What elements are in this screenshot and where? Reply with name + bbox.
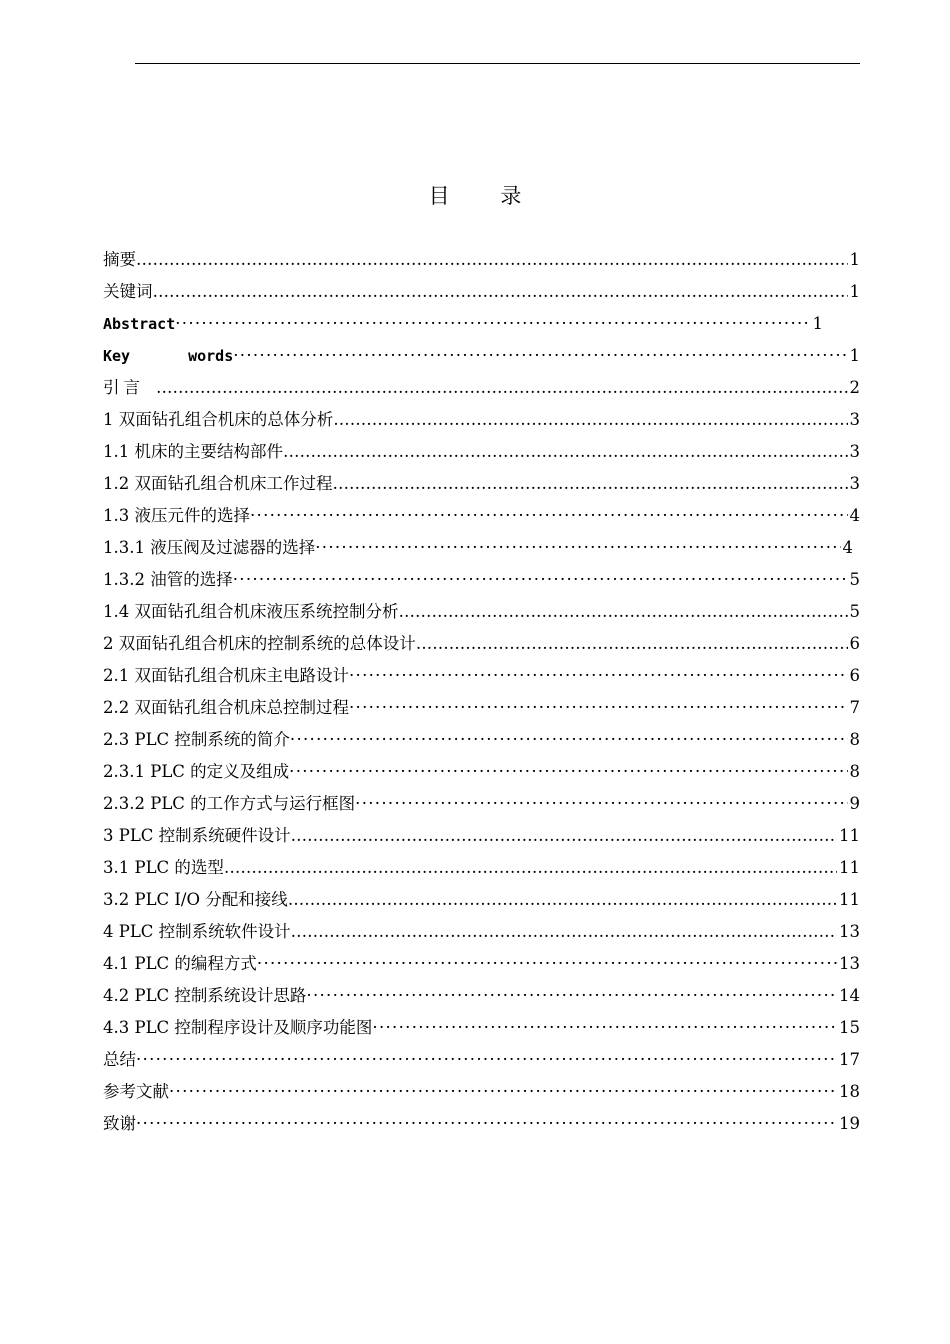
toc-entry-text: 4 PLC 控制系统软件设计 (103, 922, 291, 941)
toc-leader (233, 340, 847, 372)
toc-entry[interactable] (103, 308, 823, 340)
toc-leader (250, 500, 848, 532)
toc-leader (349, 692, 848, 724)
toc-page-number: 8 (849, 730, 860, 749)
toc-page-number: 14 (839, 986, 860, 1005)
toc-entry[interactable] (103, 372, 860, 404)
toc-entry[interactable] (103, 916, 860, 948)
toc-page-number: 4 (842, 538, 853, 557)
toc-leader (306, 980, 837, 1012)
toc-entry[interactable] (103, 436, 860, 468)
toc-leader (291, 916, 837, 948)
toc-page-number: 7 (849, 698, 860, 717)
toc-leader (153, 276, 848, 308)
toc-page-number: 9 (849, 794, 860, 813)
toc-leader (333, 468, 848, 500)
toc-entry-text: 引言 (103, 378, 144, 397)
toc-entry[interactable] (103, 564, 860, 596)
toc-page-number: 1 (849, 282, 860, 301)
toc-leader (288, 884, 837, 916)
toc-leader (136, 244, 848, 276)
toc-entry[interactable] (103, 468, 860, 500)
toc-entry-text: 2.2 双面钻孔组合机床总控制过程 (103, 698, 349, 717)
toc-entry[interactable] (103, 852, 860, 884)
toc-entry-text: 1.3.2 油管的选择 (103, 570, 233, 589)
toc-entry-text: 致谢 (103, 1114, 136, 1133)
table-of-contents (103, 244, 860, 1140)
toc-leader (224, 852, 837, 884)
toc-leader (289, 756, 847, 788)
toc-entry-text: 2.3.2 PLC 的工作方式与运行框图 (103, 794, 356, 813)
toc-leader (315, 532, 840, 564)
toc-page-number: 13 (839, 954, 860, 973)
toc-page-number: 2 (849, 378, 860, 397)
toc-leader (257, 948, 837, 980)
toc-page-number: 1 (812, 314, 823, 333)
toc-leader (136, 1108, 837, 1140)
toc-page-number: 6 (849, 634, 860, 653)
toc-entry-text: 1.3 液压元件的选择 (103, 506, 250, 525)
toc-leader (175, 308, 810, 340)
toc-page-number: 11 (839, 858, 860, 877)
toc-entry-text: 摘要 (103, 250, 136, 269)
toc-entry-text: Abstract (103, 315, 176, 333)
toc-entry[interactable] (103, 276, 860, 308)
toc-page-number: 19 (839, 1114, 860, 1133)
toc-entry-text: 1.3.1 液压阀及过滤器的选择 (103, 538, 316, 557)
toc-entry-text: 2 双面钻孔组合机床的控制系统的总体设计 (103, 634, 416, 653)
toc-page-number: 3 (849, 474, 860, 493)
toc-leader (399, 596, 848, 628)
toc-entry-text: 3.1 PLC 的选型 (103, 858, 224, 877)
toc-leader (349, 660, 848, 692)
toc-leader (372, 1012, 837, 1044)
toc-entry-text-part: words (188, 347, 234, 365)
toc-entry[interactable] (103, 596, 860, 628)
toc-entry[interactable] (103, 820, 860, 852)
toc-page-number: 17 (839, 1050, 860, 1069)
toc-entry-text: 2.1 双面钻孔组合机床主电路设计 (103, 666, 349, 685)
toc-entry-text: 1 双面钻孔组合机床的总体分析 (103, 410, 334, 429)
toc-entry-text: 2.3.1 PLC 的定义及组成 (103, 762, 290, 781)
toc-entry-text-part: Key (103, 347, 131, 365)
toc-entry-text: 参考文献 (103, 1082, 169, 1101)
toc-entry[interactable] (103, 1012, 860, 1044)
toc-entry[interactable] (103, 404, 860, 436)
toc-entry-text: 4.3 PLC 控制程序设计及顺序功能图 (103, 1018, 373, 1037)
toc-entry-text: 4.2 PLC 控制系统设计思路 (103, 986, 307, 1005)
toc-entry-text: 1.2 双面钻孔组合机床工作过程 (103, 474, 333, 493)
toc-page-number: 11 (839, 826, 860, 845)
toc-entry[interactable] (103, 500, 860, 532)
toc-entry[interactable] (103, 628, 860, 660)
toc-page-number: 3 (849, 410, 860, 429)
toc-entry[interactable] (103, 660, 860, 692)
toc-entry[interactable] (103, 1108, 860, 1140)
toc-page-number: 3 (849, 442, 860, 461)
toc-leader (333, 404, 847, 436)
toc-leader (233, 564, 848, 596)
toc-leader (283, 436, 848, 468)
toc-entry[interactable] (103, 724, 860, 756)
toc-entry[interactable] (103, 948, 860, 980)
toc-leader (290, 724, 848, 756)
toc-entry[interactable] (103, 244, 860, 276)
toc-page-number: 1 (849, 346, 860, 365)
toc-entry-text: 1.1 机床的主要结构部件 (103, 442, 283, 461)
toc-leader (416, 628, 848, 660)
toc-leader (156, 372, 848, 404)
toc-page-number: 5 (849, 602, 860, 621)
toc-page-number: 15 (839, 1018, 860, 1037)
toc-entry[interactable] (103, 532, 853, 564)
toc-leader (136, 1044, 837, 1076)
toc-entry[interactable] (103, 884, 860, 916)
toc-entry-text: 3.2 PLC I/O 分配和接线 (103, 890, 288, 909)
toc-leader (291, 820, 837, 852)
toc-entry-text: 2.3 PLC 控制系统的简介 (103, 730, 290, 749)
toc-page-number: 13 (839, 922, 860, 941)
toc-page-number: 6 (849, 666, 860, 685)
toc-leader (169, 1076, 837, 1108)
toc-entry[interactable] (103, 1044, 860, 1076)
toc-entry-text: 4.1 PLC 的编程方式 (103, 954, 257, 973)
toc-entry-text: 1.4 双面钻孔组合机床液压系统控制分析 (103, 602, 399, 621)
toc-entry[interactable] (103, 980, 860, 1012)
header-rule (135, 63, 860, 64)
toc-leader (355, 788, 847, 820)
toc-entry-text: 总结 (103, 1050, 136, 1069)
toc-page-number: 11 (839, 890, 860, 909)
toc-entry[interactable] (103, 692, 860, 724)
toc-entry[interactable] (103, 340, 860, 372)
toc-page-number: 1 (849, 250, 860, 269)
toc-entry[interactable] (103, 1076, 860, 1108)
toc-page-number: 5 (849, 570, 860, 589)
toc-entry[interactable] (103, 756, 860, 788)
toc-page-number: 4 (849, 506, 860, 525)
toc-entry[interactable] (103, 788, 860, 820)
toc-entry-text (103, 340, 233, 372)
page-title: 目 录 (428, 184, 544, 208)
toc-page-number: 18 (839, 1082, 860, 1101)
toc-page-number: 8 (849, 762, 860, 781)
toc-entry-text: 关键词 (103, 282, 153, 301)
toc-entry-text: 3 PLC 控制系统硬件设计 (103, 826, 291, 845)
